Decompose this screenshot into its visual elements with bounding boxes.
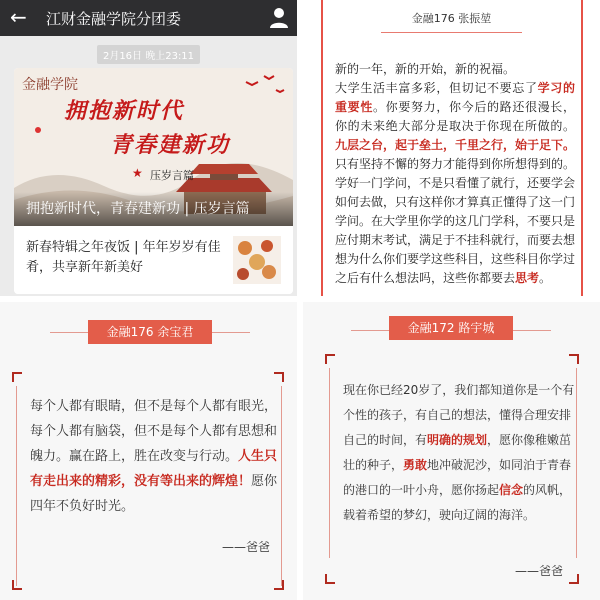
side-line xyxy=(576,368,577,558)
letter-body: 每个人都有眼睛，但不是每个人都有眼光，每个人都有脑袋，但不是每个人都有思想和魄力。赢在路上，胜在改变与行动。人生只有走出来的精彩，没有等出来的辉煌！愿你四年不负好时光。 xyxy=(30,399,278,514)
banner-seal-text: 压岁言篇 xyxy=(150,169,194,182)
highlight-text: 九层之台，起于垒土，千里之行，始于足下。 xyxy=(335,138,576,152)
corner-mark xyxy=(12,372,22,382)
header-underline xyxy=(381,32,522,33)
letter-body: 现在你已经20岁了，我们都知道你是一个有个性的孩子，有自己的想法，懂得合理安排自己的时间，有明确的规划，愿你像稚嫩茁壮的种子，勇敢地冲破泥沙，如同泊于青春的港口的一叶小舟，愿你扬起信念的风帆，载着希望的梦幻，驶向辽阔的海洋。 xyxy=(343,383,575,522)
banner-caption-bar xyxy=(14,192,293,226)
banner-slogan-line2: 青春建新功 xyxy=(110,132,231,158)
article-list-item-title: 新春特辑之年夜饭 | 年年岁岁有佳肴，共享新年新美好 xyxy=(26,240,221,275)
highlight-text: 信念 xyxy=(499,483,524,497)
article-banner[interactable] xyxy=(14,68,293,226)
article-card[interactable] xyxy=(14,68,293,294)
letter-paragraph: 大学生活丰富多彩，但切记不要忘了学习的重要性。你要努力，你今后的路还很漫长，你的未来绝大部分是取决于你现在所做的。九层之台，起于垒土，千里之行，始于足下。只有坚持不懈的努力才能得到你所想得到的。学好一门学问，不是只看懂了就行，还要学会如何去做，只有这样你才算真正懂得了这一门学问。在大学里你学的这几门学科，不要只是应付期末考试，满足于不挂科就行，而要去想想为什么你们要学这些科目，这些科目你学过之后有什么想法吗，这些你都要去思考。 xyxy=(335,81,576,285)
corner-mark xyxy=(325,574,335,584)
letter-panel-2 xyxy=(0,302,297,600)
timestamp: 2月16日 晚上23:11 xyxy=(97,45,200,64)
highlight-text: 人生只有走出来的精彩，没有等出来的辉煌！ xyxy=(30,449,278,489)
horizontal-divider xyxy=(0,296,600,302)
letter-panel-1 xyxy=(303,0,600,296)
banner-caption: 拥抱新时代，青春建新功 | 压岁言篇 xyxy=(26,201,250,217)
corner-mark xyxy=(274,372,284,382)
back-arrow-icon[interactable]: ← xyxy=(10,5,27,29)
author-pill: 金融172 路宇城 xyxy=(389,316,513,340)
signature: ——爸爸 xyxy=(515,564,564,578)
author-pill: 金融176 余宝君 xyxy=(88,320,212,344)
banner-slogan-line1: 拥抱新时代 xyxy=(64,98,185,124)
side-line xyxy=(16,386,17,586)
highlight-text: 明确的规划 xyxy=(427,433,488,447)
star-icon: ★ xyxy=(132,166,143,180)
chat-panel xyxy=(0,0,297,296)
corner-mark xyxy=(325,354,335,364)
corner-mark xyxy=(12,580,22,590)
chat-title: 江财金融学院分团委 xyxy=(46,10,182,28)
letter-body xyxy=(335,60,575,288)
corner-mark xyxy=(274,580,284,590)
left-border-line xyxy=(321,0,323,296)
side-line xyxy=(329,368,330,558)
timestamp-row xyxy=(0,44,297,64)
highlight-text: 勇敢 xyxy=(403,458,428,472)
corner-mark xyxy=(569,354,579,364)
letter-panel-3 xyxy=(303,302,600,600)
side-line xyxy=(281,386,282,586)
banner-brand: 金融学院 xyxy=(22,77,78,93)
letter-paragraph: 新的一年，新的开始，新的祝福。 xyxy=(335,62,516,76)
letter-header: 金融176 张振堃 xyxy=(411,12,492,25)
right-border-line xyxy=(581,0,583,296)
signature: ——爸爸 xyxy=(222,540,271,554)
corner-mark xyxy=(569,574,579,584)
article-list-item[interactable] xyxy=(14,226,293,294)
nav-bar xyxy=(0,0,297,36)
person-icon[interactable] xyxy=(269,7,289,29)
highlight-text: 学习的重要性 xyxy=(335,81,575,114)
highlight-text: 思考 xyxy=(515,271,540,285)
food-thumbnail-image xyxy=(233,236,281,284)
